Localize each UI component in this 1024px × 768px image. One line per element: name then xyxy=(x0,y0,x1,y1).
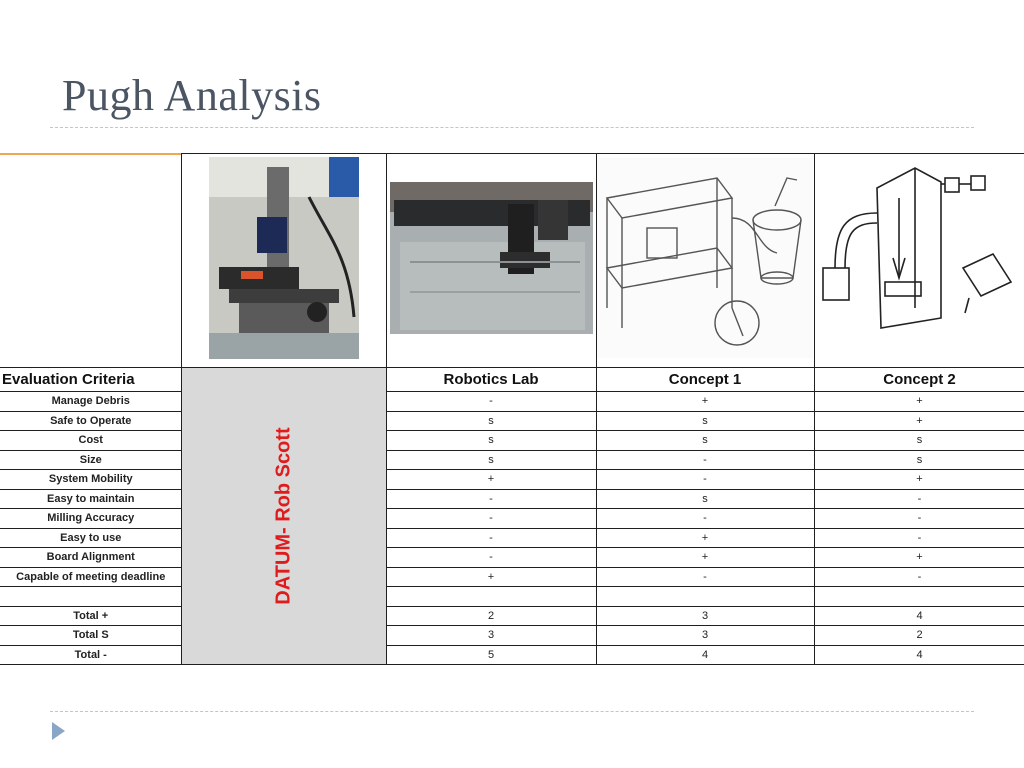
footer-divider xyxy=(50,711,974,712)
criterion-cell: Safe to Operate xyxy=(0,411,181,431)
concept2-score-cell: + xyxy=(814,411,1024,431)
table-row xyxy=(0,392,1024,412)
robotics-lab-score-cell: - xyxy=(386,548,596,568)
concept2-score-cell: + xyxy=(814,548,1024,568)
robotics-lab-score-cell: - xyxy=(386,489,596,509)
concept1-score-cell: 3 xyxy=(596,626,814,646)
criterion-cell: Total S xyxy=(0,626,181,646)
criterion-cell: Size xyxy=(0,450,181,470)
concept2-score-cell: - xyxy=(814,567,1024,587)
table-row xyxy=(0,567,1024,587)
criterion-cell: System Mobility xyxy=(0,470,181,490)
concept1-score-cell xyxy=(596,587,814,607)
concept1-score-cell: - xyxy=(596,450,814,470)
criterion-cell: Capable of meeting deadline xyxy=(0,567,181,587)
criterion-cell: Manage Debris xyxy=(0,392,181,412)
concept2-score-cell xyxy=(814,587,1024,607)
header-concept-1: Concept 1 xyxy=(596,368,814,392)
concept2-score-cell: 4 xyxy=(814,645,1024,665)
concept2-score-cell: 4 xyxy=(814,606,1024,626)
table-header-row xyxy=(0,368,1024,392)
criterion-cell: Total + xyxy=(0,606,181,626)
criterion-cell xyxy=(0,587,181,607)
datum-label: DATUM- Rob Scott xyxy=(272,427,294,605)
concept2-score-cell: + xyxy=(814,470,1024,490)
concept1-score-cell: 4 xyxy=(596,645,814,665)
robotics-lab-score-cell: 3 xyxy=(386,626,596,646)
robotics-lab-score-cell: + xyxy=(386,470,596,490)
robotics-lab-score-cell: 5 xyxy=(386,645,596,665)
concept1-score-cell: - xyxy=(596,470,814,490)
concept2-score-cell: s xyxy=(814,450,1024,470)
concept2-score-cell: - xyxy=(814,489,1024,509)
photo-row-blank-cell xyxy=(0,154,181,368)
criterion-cell: Board Alignment xyxy=(0,548,181,568)
table-row xyxy=(0,509,1024,529)
concept2-score-cell: s xyxy=(814,431,1024,451)
concept-2-sketch-cell xyxy=(814,154,1024,368)
robotics-lab-score-cell: + xyxy=(386,567,596,587)
milling-machine-photo-icon xyxy=(209,157,359,359)
table-row xyxy=(0,587,1024,607)
concept1-score-cell: s xyxy=(596,411,814,431)
robotics-lab-score-cell: s xyxy=(386,450,596,470)
table-row xyxy=(0,626,1024,646)
table-row xyxy=(0,411,1024,431)
robotics-lab-score-cell: - xyxy=(386,392,596,412)
slide-title: Pugh Analysis xyxy=(62,71,322,120)
concept-1-sketch-cell xyxy=(596,154,814,368)
concept1-score-cell: 3 xyxy=(596,606,814,626)
robotics-lab-score-cell xyxy=(386,587,596,607)
header-concept-2: Concept 2 xyxy=(814,368,1024,392)
table-row xyxy=(0,548,1024,568)
robotics-lab-score-cell: s xyxy=(386,431,596,451)
criterion-cell: Easy to maintain xyxy=(0,489,181,509)
robotics-lab-score-cell: 2 xyxy=(386,606,596,626)
table-row xyxy=(0,645,1024,665)
concept1-score-cell: s xyxy=(596,489,814,509)
criterion-cell: Cost xyxy=(0,431,181,451)
title-divider xyxy=(50,127,974,128)
table-row xyxy=(0,528,1024,548)
concept-2-sketch-icon xyxy=(815,158,1024,358)
datum-photo-cell xyxy=(181,154,386,368)
concept1-score-cell: + xyxy=(596,392,814,412)
robotics-lab-mill-photo-icon xyxy=(390,182,593,334)
criterion-cell: Easy to use xyxy=(0,528,181,548)
table-row xyxy=(0,489,1024,509)
criterion-cell: Total - xyxy=(0,645,181,665)
criterion-cell: Milling Accuracy xyxy=(0,509,181,529)
table-row xyxy=(0,470,1024,490)
concept2-score-cell: - xyxy=(814,509,1024,529)
robotics-lab-score-cell: - xyxy=(386,528,596,548)
datum-column xyxy=(181,368,386,665)
pugh-matrix xyxy=(0,153,1024,665)
robotics-lab-photo-cell xyxy=(386,154,596,368)
concept1-score-cell: - xyxy=(596,567,814,587)
concept1-score-cell: - xyxy=(596,509,814,529)
header-robotics-lab: Robotics Lab xyxy=(386,368,596,392)
concept1-score-cell: s xyxy=(596,431,814,451)
table-row xyxy=(0,450,1024,470)
concept2-score-cell: + xyxy=(814,392,1024,412)
concept-1-sketch-icon xyxy=(597,158,813,358)
robotics-lab-score-cell: - xyxy=(386,509,596,529)
concept1-score-cell: + xyxy=(596,548,814,568)
photo-row xyxy=(0,154,1024,368)
bullet-arrow-icon xyxy=(52,722,65,740)
concept2-score-cell: 2 xyxy=(814,626,1024,646)
table-row xyxy=(0,431,1024,451)
robotics-lab-score-cell: s xyxy=(386,411,596,431)
header-evaluation-criteria: Evaluation Criteria xyxy=(0,368,181,392)
table-row xyxy=(0,606,1024,626)
concept2-score-cell: - xyxy=(814,528,1024,548)
concept1-score-cell: + xyxy=(596,528,814,548)
